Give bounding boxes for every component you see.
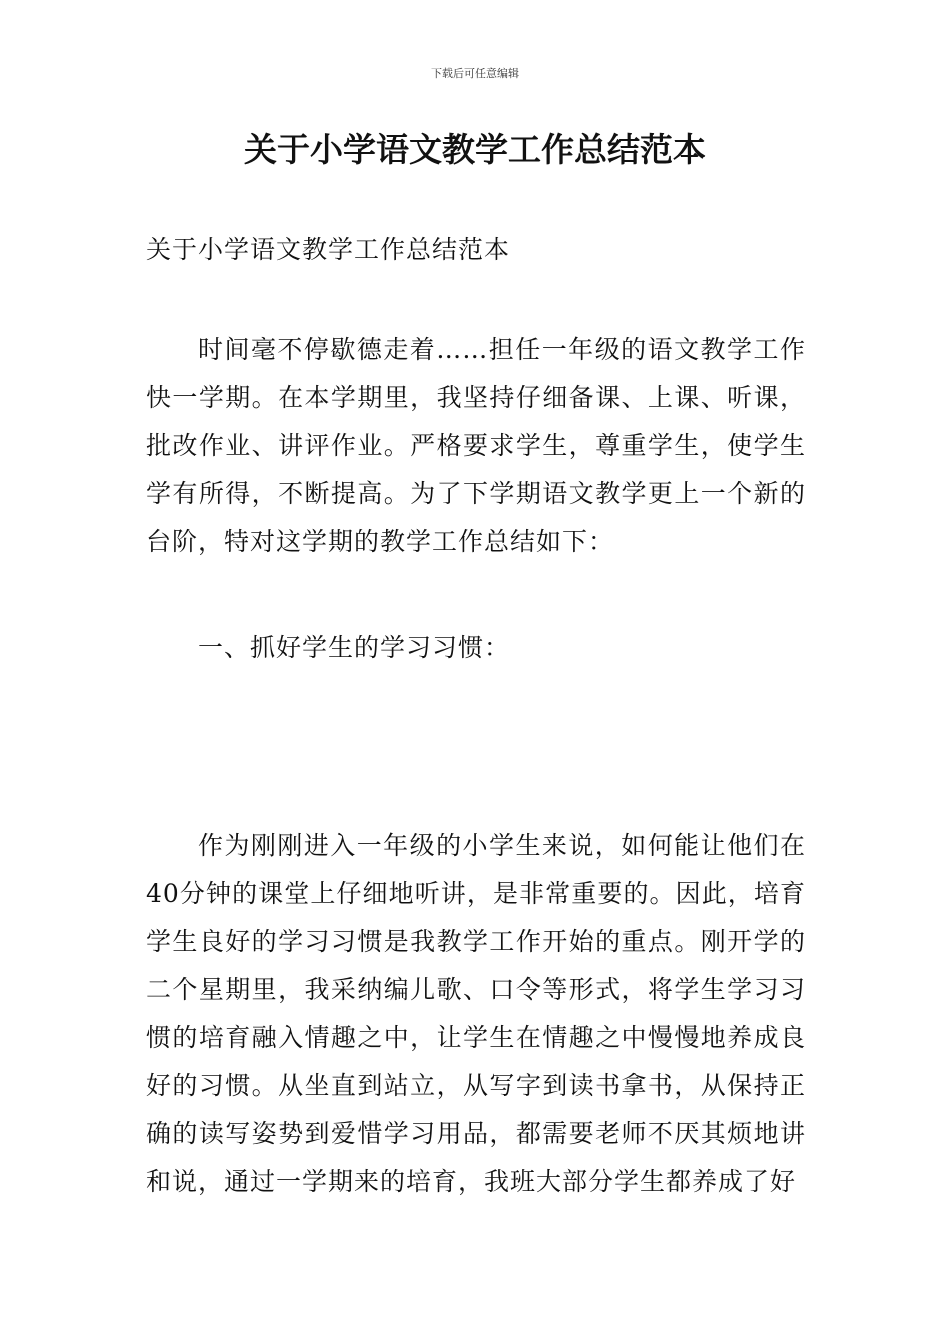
header-note: 下载后可任意编辑 xyxy=(431,67,519,80)
document-title: 关于小学语文教学工作总结范本 xyxy=(244,130,706,169)
paragraph-study-habits: 作为刚刚进入一年级的小学生来说，如何能让他们在40分钟的课堂上仔细地听讲，是非常重要的。因此，培育学生良好的学习习惯是我教学工作开始的重点。刚开学的二个星期里，我采纳编儿歌、口令等形式，将学生学习习惯的培育融入情趣之中，让学生在情趣之中慢慢地养成良好的习惯。从坐直到站立，从写字到读书拿书，从保持正确的读写姿势到爱惜学习用品，都需要老师不厌其烦地讲和说，通过一学期来的培育，我班大部分学生都养成了好 xyxy=(146,831,806,1196)
paragraph-intro: 时间毫不停歇德走着……担任一年级的语文教学工作快一学期。在本学期里，我坚持仔细备课、上课、听课，批改作业、讲评作业。严格要求学生，尊重学生，使学生学有所得，不断提高。为了下学期语文教学更上一个新的台阶，特对这学期的教学工作总结如下： xyxy=(146,335,806,556)
document-subtitle: 关于小学语文教学工作总结范本 xyxy=(146,235,511,264)
section-heading: 一、抓好学生的学习习惯： xyxy=(198,633,511,662)
